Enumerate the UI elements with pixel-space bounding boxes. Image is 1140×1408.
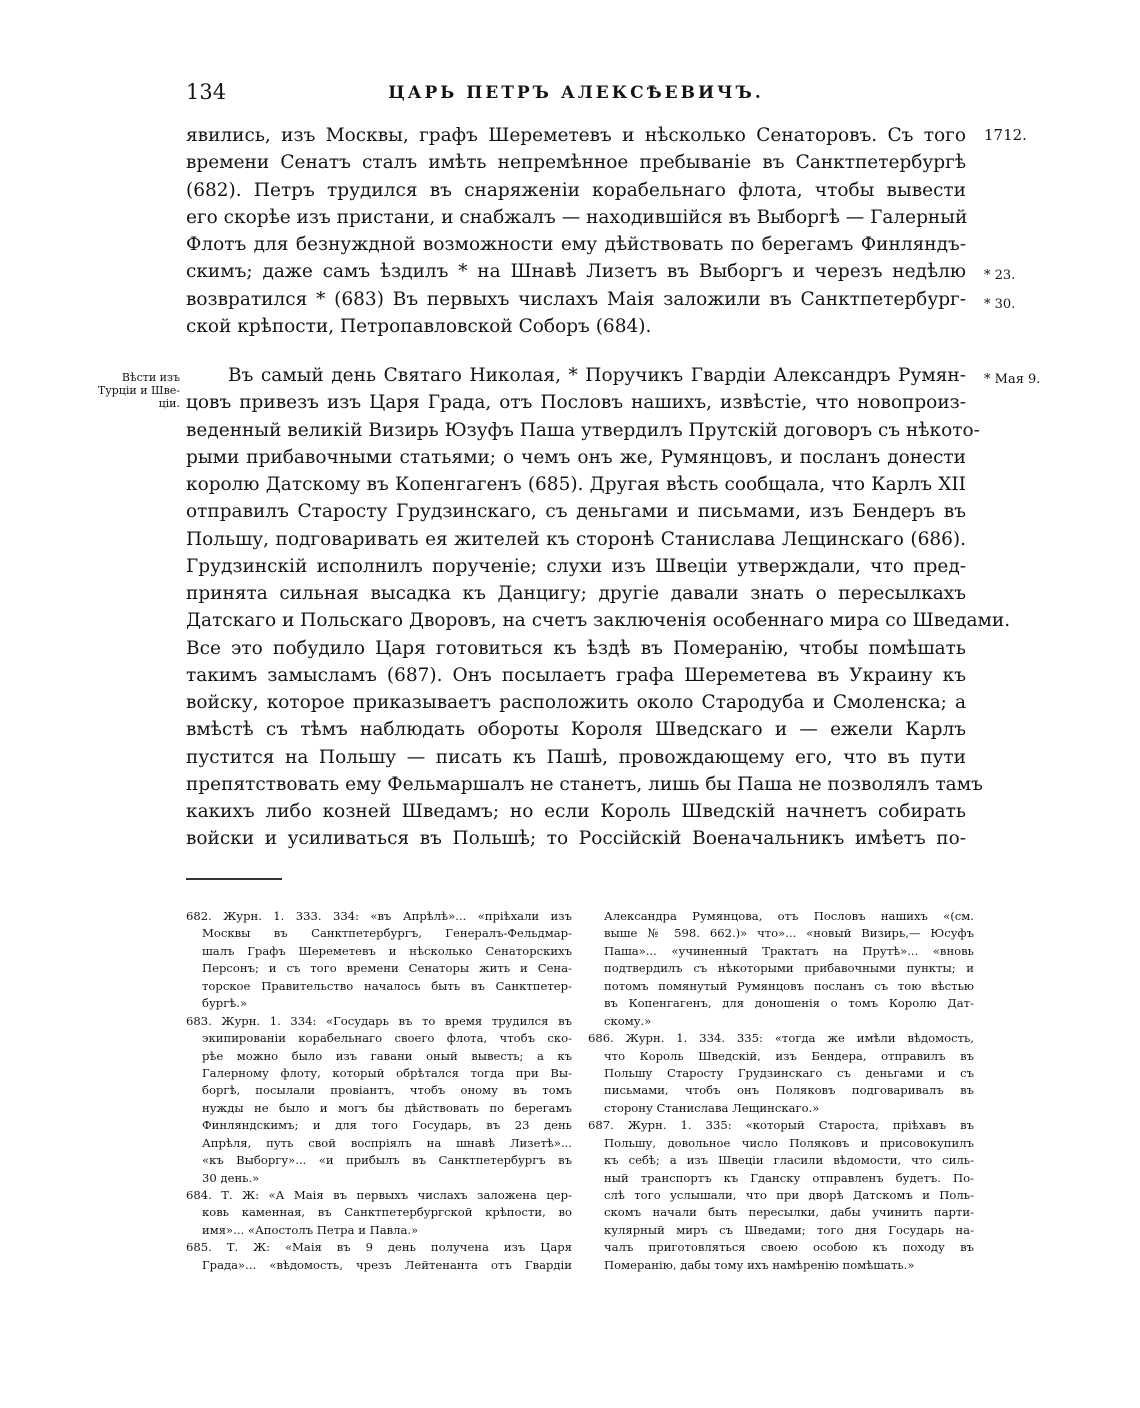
footnote-line: что Король Шведскій, изъ Бендера, отправилъ въ	[604, 1048, 974, 1063]
margin-date-23: * 23.	[984, 268, 1016, 283]
paragraph-1	[186, 122, 966, 340]
text-line: времени Сенатъ сталъ имѣть непремѣнное пребываніе въ Санктпетербургѣ	[186, 152, 966, 174]
paragraph-2	[186, 362, 1011, 853]
footnote-line: чалъ приготовляться своею особою къ походу въ	[604, 1240, 974, 1255]
footnote-line: боргѣ, посылали провіантъ, чтобъ оному въ томъ	[202, 1083, 572, 1098]
text-line: пустится на Польшу — писать къ Пашѣ, провождающему его, что въ пути	[186, 746, 966, 768]
text-line: такимъ замысламъ (687). Онъ посылаетъ графа Шереметева въ Украину къ	[186, 664, 966, 686]
text-line: какихъ либо козней Шведамъ; но если Король Шведскій начнетъ собирать	[186, 801, 966, 822]
footnote-line: ковь каменная, въ Санктпетербургской крѣпости, во	[202, 1205, 572, 1220]
footnote-line: экипированіи корабельнаго своего флота, чтобъ ско-	[202, 1031, 572, 1046]
text-line: препятствовать ему Фельмаршалъ не станетъ, лишь бы Паша не позволялъ тамъ	[186, 773, 983, 795]
text-line: вмѣстѣ съ тѣмъ наблюдать обороты Короля Шведскаго и — ежели Карлъ	[186, 719, 966, 741]
text-line: Все это побудило Царя готовиться къ ѣздѣ въ Померанію, чтобы помѣшать	[186, 637, 966, 659]
footnote-687: 687. Журн. 1. 335: «который Староста, пріѣхавъ въ	[588, 1118, 974, 1133]
text-line: (682). Петръ трудился въ снаряженіи корабельнаго флота, чтобы вывести	[186, 179, 966, 201]
running-title: ЦАРЬ ПЕТРЪ АЛЕКСѢЕВИЧЪ.	[388, 83, 764, 103]
margin-date-may: * Мая 9.	[984, 372, 1041, 387]
footnote-line: Польшу Старосту Грудзинскаго съ деньгами и съ	[604, 1065, 974, 1080]
footnote-line: нужды не было и могъ бы дѣйствовать по берегамъ	[202, 1100, 572, 1115]
text-line: Польшу, подговаривать ея жителей къ сторонѣ Станислава Лещинскаго (686).	[186, 528, 966, 550]
footnote-line: Галерному флоту, который обрѣтался тогда при Вы-	[202, 1065, 572, 1080]
margin-year: 1712.	[984, 126, 1027, 144]
margin-side-heading: Вѣсти изъ Турціи и Шве-ціи.	[97, 371, 180, 410]
page-header	[186, 80, 966, 110]
footnote-682: 682. Журн. 1. 333. 334: «въ Апрѣлѣ»... «пріѣхали изъ	[186, 909, 572, 923]
footnote-line: Померанію, дабы тому ихъ намѣренію помѣшать.»	[604, 1257, 915, 1272]
text-line: принята сильная высадка къ Данцигу; другіе давали знать о пересылкахъ	[186, 583, 966, 604]
text-line: Въ самый день Святаго Николая, * Поручикъ Гвардіи Александръ Румян-	[228, 365, 966, 386]
footnote-line: выше № 598. 662.)» что»... «новый Визирь,— Юсуфъ	[604, 926, 974, 941]
text-line: Флотъ для безнуждной возможности ему дѣйствовать по берегамъ Финляндъ-	[186, 234, 966, 255]
footnote-line: къ себѣ; а изъ Швеціи гласили вѣдомости, что силь-	[604, 1153, 974, 1168]
footnote-line: Апрѣля, путь свой воспріялъ на шнавѣ Лизетѣ»...	[202, 1135, 572, 1150]
text-line: королю Датскому въ Копенгагенъ (685). Другая вѣсть сообщала, что Карлъ XII	[186, 474, 966, 495]
footnote-line: Александра Румянцова, отъ Пословъ нашихъ «(см.	[604, 909, 974, 923]
page-number: 134	[186, 80, 227, 104]
footnote-line: торское Правительство началось быть въ Санктпетер-	[202, 978, 572, 993]
text-line: цовъ привезъ изъ Царя Града, отъ Пословъ нашихъ, извѣстіе, что новопроиз-	[186, 392, 966, 414]
text-line: войску, которое приказываетъ расположить около Стародуба и Смоленска; а	[186, 692, 966, 713]
text-line: явились, изъ Москвы, графъ Шереметевъ и нѣсколько Сенаторовъ. Съ того	[186, 125, 966, 146]
text-line: скимъ; даже самъ ѣздилъ * на Шнавѣ Лизетъ въ Выборгъ и черезъ недѣлю	[186, 261, 966, 283]
footnote-line: сторону Станислава Лещинскаго.»	[604, 1100, 820, 1115]
text-line: Грудзинскій исполнилъ порученіе; слухи изъ Швеціи утверждали, что пред-	[186, 555, 966, 577]
footnote-line: письмами, чтобъ онъ Поляковъ подговаривалъ въ	[604, 1083, 974, 1098]
footnote-line: скомъ начали быть пересылки, дабы учинить парти-	[604, 1205, 974, 1220]
text-line: Датскаго и Польскаго Дворовъ, на счетъ заключенія особеннаго мира со Шведами.	[186, 610, 1011, 632]
footnote-line: Града»... «вѣдомость, чрезъ Лейтенанта отъ Гвардіи	[202, 1257, 572, 1272]
margin-date-30: * 30.	[984, 297, 1016, 312]
footnote-line: шалъ Графъ Шереметевъ и нѣсколько Сенаторскихъ	[202, 943, 572, 958]
footnote-line: 30 день.»	[202, 1170, 260, 1185]
footnote-line: рѣе можно было изъ гавани оный вывесть; а къ	[202, 1048, 572, 1063]
footnote-line: бургѣ.»	[202, 996, 248, 1011]
text-line: ской крѣпости, Петропавловской Соборъ (684).	[186, 315, 652, 337]
footnote-686: 686. Журн. 1. 334. 335: «тогда же имѣли вѣдомость,	[588, 1031, 974, 1046]
footnote-line: въ Копенгагенъ, для доношенія о томъ Королю Дат-	[604, 996, 974, 1011]
footnote-line: кулярный миръ съ Шведами; того дня Государь на-	[604, 1222, 974, 1237]
footnote-divider	[186, 878, 282, 880]
footnote-685: 685. Т. Ж: «Маія въ 9 день получена изъ Царя	[186, 1240, 572, 1255]
footnote-line: ный транспортъ къ Гданску отправленъ будетъ. По-	[604, 1170, 974, 1185]
footnote-line: Паша»... «учиненный Трактатъ на Прутѣ»... «вновь	[604, 943, 974, 958]
text-line: веденный великій Визирь Юзуфъ Паша утвердилъ Прутскій договоръ съ нѣкото-	[186, 419, 980, 441]
footnote-line: подтвердилъ съ нѣкоторыми прибавочными пункты; и	[604, 961, 974, 976]
footnote-line: Польшу, довольное число Поляковъ и присовокупилъ	[604, 1135, 974, 1150]
footnote-683: 683. Журн. 1. 334: «Государь въ то время трудился въ	[186, 1013, 572, 1028]
footnote-684: 684. Т. Ж: «А Маія въ первыхъ числахъ заложена цер-	[186, 1188, 572, 1202]
footnote-line: слѣ того услышали, что при дворѣ Датскомъ и Поль-	[604, 1188, 974, 1202]
footnote-line: потомъ помянутый Румянцовъ посланъ съ тою вѣстью	[604, 978, 974, 993]
text-line: войски и усиливаться въ Польшѣ; то Россійскій Военачальникъ имѣетъ по-	[186, 828, 966, 850]
text-line: рыми прибавочными статьями; о чемъ онъ же, Румянцовъ, и посланъ донести	[186, 446, 966, 468]
footnotes-left-column	[186, 908, 572, 1274]
footnote-line: Персонъ; и съ того времени Сенаторы жить и Сена-	[202, 961, 572, 976]
footnote-line: имя»... «Апостолъ Петра и Павла.»	[202, 1222, 419, 1237]
footnote-line: скому.»	[604, 1013, 652, 1028]
text-line: отправилъ Старосту Грудзинскаго, съ деньгами и письмами, изъ Бендеръ въ	[186, 501, 966, 523]
footnotes-right-column	[588, 908, 974, 1274]
footnote-line: Финляндскимъ; и для того Государь, въ 23 день	[202, 1118, 572, 1133]
footnote-line: «къ Выборгу»... «и прибылъ въ Санктпетербургъ въ	[202, 1153, 572, 1168]
text-line: возвратился * (683) Въ первыхъ числахъ Маія заложили въ Санктпетербург-	[186, 288, 966, 310]
text-line: его скорѣе изъ пристани, и снабжалъ — находившійся въ Выборгѣ — Галерный	[186, 206, 968, 228]
footnote-line: Москвы въ Санктпетербургъ, Генералъ-Фельдмар-	[202, 926, 572, 941]
